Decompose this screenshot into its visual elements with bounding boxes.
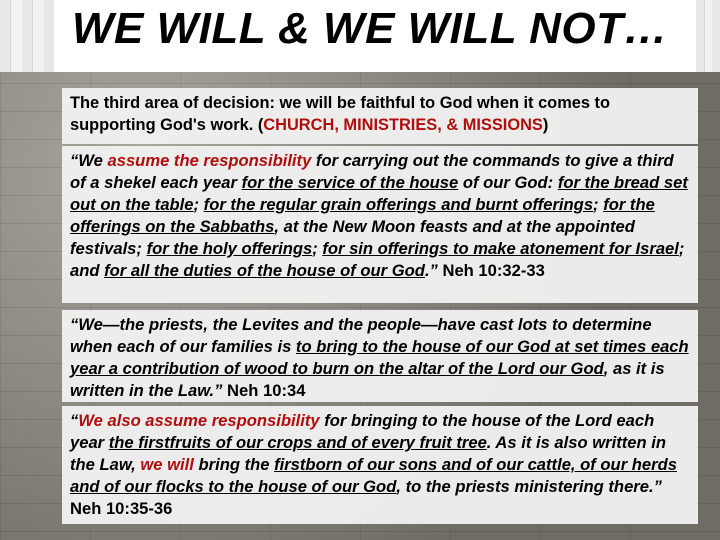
quote2-text-2: , as it is written in the Law.” [70,359,665,400]
quote1-underline-6: for sin offerings to make atonement for Israel [322,239,679,258]
quote-box-3 [62,406,698,524]
quote-box-1 [62,146,698,303]
quote1-text-7: ; and [70,239,685,280]
quote1-underline-4: for the offerings on the Sabbaths [70,195,655,236]
quote1-text-6: ; [312,239,323,258]
quote1-underline-3: for the regular grain offerings and burnt offerings [203,195,594,214]
intro-text: The third area of decision: we will be faithful to God when it comes to supporting God's work. ( [70,94,611,134]
quote2-reference: Neh 10:34 [222,381,306,400]
quote3-text-2: . As it is also written in the Law, [70,433,666,474]
slide-title: WE WILL & WE WILL NOT… [72,4,668,53]
quote3-underline-2: firstborn of our sons and of our cattle, of our herds and of our flocks to the house of our God [70,455,677,496]
quote-box-2 [62,310,698,402]
decorative-stripe-left [0,0,54,72]
quote1-underline-2: for the bread set out on the table [70,173,688,214]
quote1-text-5: , at the New Moon feasts and at the appointed festivals; [70,217,635,258]
quote1-text-1: for carrying out the commands to give a third of a shekel each year [70,151,674,192]
quote1-text-4: ; [593,195,604,214]
decorative-stripe-right [696,0,720,72]
quote2-text-1: “We—the priests, the Levites and the people—have cast lots to determine when each of our families is [70,315,652,356]
quote3-reference: Neh 10:35-36 [70,499,173,518]
quote1-text-3: ; [193,195,204,214]
quote3-text-3: bring the [193,455,275,474]
quote2-underline-1: to bring to the house of our God at set times each year a contribution of wood to burn on the altar of the Lord our God [70,337,689,378]
intro-close: ) [542,116,549,134]
quote1-text-8: .” [424,261,438,280]
quote1-underline-7: for all the duties of the house of our God [104,261,425,280]
quote3-underline-1: the firstfruits of our crops and of every fruit tree [108,433,487,452]
quote1-red-1: assume the responsibility [107,151,312,170]
quote1-underline-1: for the service of the house [241,173,459,192]
quote1-open: “We [70,151,108,170]
quote3-text-1: for bringing to the house of the Lord each year [70,411,655,452]
quote3-red-2: we will [140,455,194,474]
quote1-reference: Neh 10:32-33 [437,261,545,280]
quote1-underline-5: for the holy offerings [146,239,313,258]
quote3-text-4: , to the priests ministering there.” [396,477,662,496]
quote1-text-2: of our God: [458,173,558,192]
quote3-open: “ [70,411,79,430]
intro-highlight: CHURCH, MINISTRIES, & MISSIONS [263,116,543,134]
intro-box [62,88,698,144]
quote3-red-1: We also assume responsibility [78,411,320,430]
